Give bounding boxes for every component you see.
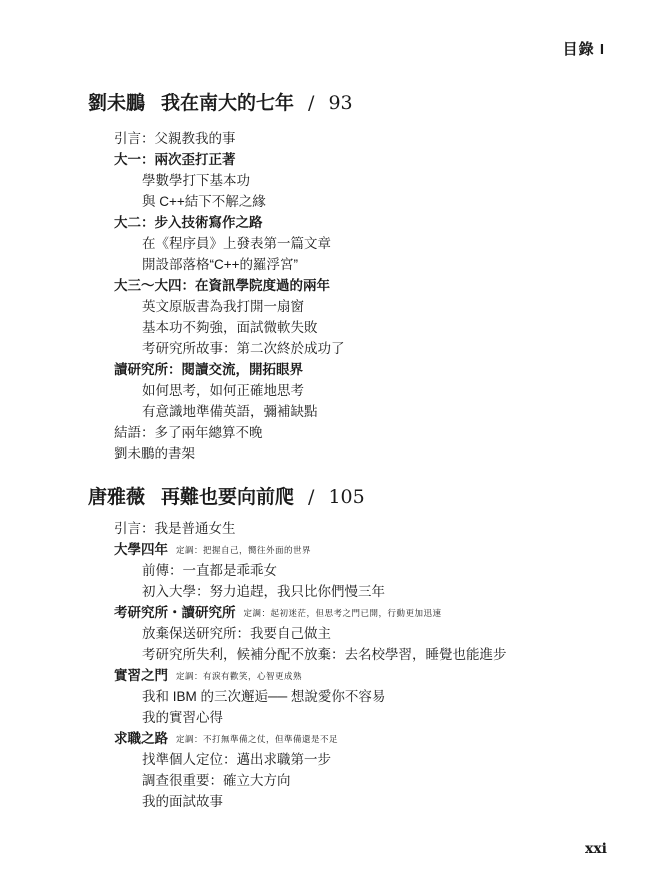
- toc-entry-text: 大學四年: [114, 542, 168, 557]
- toc-entry-text: 引言：父親教我的事: [114, 131, 236, 146]
- toc-entry-text: 我的實習心得: [142, 710, 223, 725]
- toc-entry-text: 求職之路: [114, 731, 168, 746]
- toc-subentry: [88, 560, 608, 581]
- toc-entry: [88, 149, 608, 170]
- toc-entry-text: 調查很重要：確立大方向: [142, 773, 291, 788]
- toc-entry-text: 大一：兩次歪打正著: [114, 152, 236, 167]
- section-page-number: 105: [328, 486, 365, 508]
- section-title-text: 再難也要向前爬: [161, 486, 295, 508]
- toc-subentry: [88, 707, 608, 728]
- toc-entry-text: 初入大學：努力追趕，我只比你們慢三年: [142, 584, 385, 599]
- toc-entry: [88, 422, 608, 443]
- toc-entry-text: 放棄保送研究所：我要自己做主: [142, 626, 331, 641]
- toc-entry-text: 考研究所故事：第二次終於成功了: [142, 341, 345, 356]
- toc-subentry: [88, 401, 608, 422]
- toc-subentry: [88, 749, 608, 770]
- toc-entry-text: 學數學打下基本功: [142, 173, 250, 188]
- toc-entry: [88, 359, 608, 380]
- toc-subentry: [88, 254, 608, 275]
- section-title: [88, 482, 608, 512]
- toc-entry-text: 實習之門: [114, 668, 168, 683]
- toc-subentry: [88, 191, 608, 212]
- toc-entry: [88, 443, 608, 464]
- toc-entry-text: 我和 IBM 的三次邂逅── 想說愛你不容易: [142, 689, 386, 704]
- toc-entry: [88, 275, 608, 296]
- toc-section-2: [88, 482, 608, 812]
- toc-entry: [88, 665, 608, 686]
- toc-entry-text: 大三～大四：在資訊學院度過的兩年: [114, 278, 330, 293]
- title-separator: /: [308, 486, 315, 508]
- toc-subentry: [88, 791, 608, 812]
- toc-entry-note: 定調：起初迷茫，但思考之門已開，行動更加迅速: [243, 608, 442, 618]
- toc-entry-text: 與 C++結下不解之緣: [142, 194, 266, 209]
- toc-subentry: [88, 233, 608, 254]
- toc-subentry: [88, 686, 608, 707]
- running-header: 目錄 I: [562, 41, 605, 58]
- section-entries: [88, 518, 608, 812]
- toc-entry-text: 有意識地準備英語，彌補缺點: [142, 404, 318, 419]
- toc-entry: [88, 212, 608, 233]
- toc-entry: [88, 602, 608, 623]
- toc-section-1: [88, 88, 608, 464]
- toc-entry-text: 在《程序員》上發表第一篇文章: [142, 236, 331, 251]
- toc-subentry: [88, 623, 608, 644]
- toc-entry-text: 引言：我是普通女生: [114, 521, 236, 536]
- toc-subentry: [88, 338, 608, 359]
- toc-entry-note: 定調：把握自己，嚮往外面的世界: [176, 545, 312, 555]
- toc-entry-text: 考研究所失利，候補分配不放棄：去名校學習，睡覺也能進步: [142, 647, 507, 662]
- toc-subentry: [88, 296, 608, 317]
- toc-subentry: [88, 770, 608, 791]
- toc-entry: [88, 518, 608, 539]
- toc-entry-text: 結語：多了兩年總算不晚: [114, 425, 263, 440]
- toc-subentry: [88, 317, 608, 338]
- page-number: xxi: [584, 841, 607, 857]
- toc-entry-text: 讀研究所：閱讀交流，開拓眼界: [114, 362, 303, 377]
- toc-entry-text: 開設部落格“C++的羅浮宮”: [142, 257, 299, 272]
- toc-subentry: [88, 170, 608, 191]
- section-page-number: 93: [328, 92, 353, 114]
- toc-subentry: [88, 581, 608, 602]
- toc-subentry: [88, 644, 608, 665]
- section-title: [88, 88, 608, 118]
- toc-entry-note: 定調：有淚有歡笑，心智更成熟: [176, 671, 303, 681]
- toc-entry-text: 如何思考，如何正確地思考: [142, 383, 304, 398]
- toc-entry-text: 我的面試故事: [142, 794, 223, 809]
- toc-entry: [88, 728, 608, 749]
- section-author: 唐雅薇: [88, 486, 146, 508]
- section-author: 劉未鵬: [88, 92, 146, 114]
- toc-entry-text: 劉未鵬的書架: [114, 446, 195, 461]
- section-title-text: 我在南大的七年: [161, 92, 295, 114]
- toc-entry: [88, 128, 608, 149]
- toc-entry-text: 考研究所・讀研究所: [114, 605, 236, 620]
- toc-entry-text: 英文原版書為我打開一扇窗: [142, 299, 304, 314]
- toc-entry-text: 前傳：一直都是乖乖女: [142, 563, 277, 578]
- section-entries: [88, 128, 608, 464]
- title-separator: /: [308, 92, 315, 114]
- toc-entry-note: 定調：不打無準備之仗，但準備還是不足: [176, 734, 339, 744]
- toc-entry-text: 找準個人定位：邁出求職第一步: [142, 752, 331, 767]
- toc-entry: [88, 539, 608, 560]
- toc-entry-text: 基本功不夠強，面試微軟失敗: [142, 320, 318, 335]
- toc-entry-text: 大二：步入技術寫作之路: [114, 215, 263, 230]
- toc-subentry: [88, 380, 608, 401]
